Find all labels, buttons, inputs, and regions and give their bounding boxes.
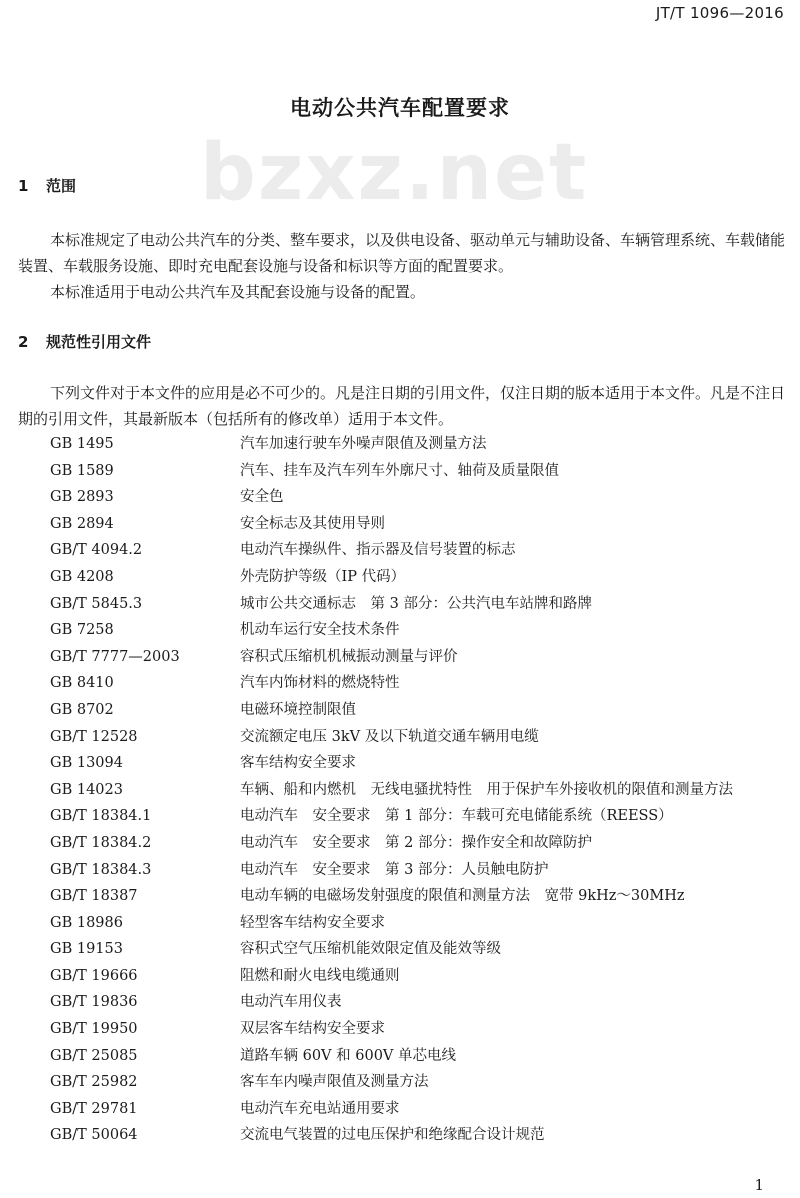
reference-code: GB 2893 (50, 489, 114, 506)
reference-item (0, 1016, 800, 1043)
watermark: bzxz.net (200, 128, 589, 218)
reference-code: GB/T 19950 (50, 1021, 138, 1038)
reference-code: GB 7258 (50, 622, 114, 639)
reference-title: 安全标志及其使用导则 (240, 515, 385, 532)
normative-references-list (0, 431, 800, 1149)
reference-code: GB 1495 (50, 436, 114, 452)
reference-code: GB/T 19836 (50, 994, 138, 1011)
reference-code: GB 4208 (50, 568, 114, 585)
reference-code: GB 8410 (50, 675, 114, 692)
reference-code: GB/T 18387 (50, 888, 138, 905)
reference-code: GB/T 7777—2003 (50, 648, 180, 665)
reference-item (0, 803, 800, 830)
reference-title: 阻燃和耐火电线电缆通则 (240, 967, 400, 984)
reference-title: 城市公共交通标志 第 3 部分：公共汽电车站牌和路牌 (240, 595, 592, 612)
reference-title: 轻型客车结构安全要求 (240, 914, 385, 931)
reference-code: GB 14023 (50, 781, 123, 798)
reference-title: 车辆、船和内燃机 无线电骚扰特性 用于保护车外接收机的限值和测量方法 (240, 781, 733, 798)
reference-title: 容积式压缩机机械振动测量与评价 (240, 648, 458, 665)
reference-code: GB/T 29781 (50, 1100, 138, 1117)
reference-item (0, 511, 800, 538)
reference-item (0, 644, 800, 671)
reference-title: 电动汽车 安全要求 第 2 部分：操作安全和故障防护 (240, 834, 592, 851)
reference-title: 电动汽车 安全要求 第 3 部分：人员触电防护 (240, 861, 549, 878)
reference-item (0, 431, 800, 458)
paragraph: 本标准规定了电动公共汽车的分类、整车要求，以及供电设备、驱动单元与辅助设备、车辆管理系统、车载储能装置、车载服务设施、即时充电配套设施与设备和标识等方面的配置要求。 (18, 231, 786, 275)
paragraph: 下列文件对于本文件的应用是必不可少的。凡是注日期的引用文件，仅注日期的版本适用于本文件。凡是不注日期的引用文件，其最新版本（包括所有的修改单）适用于本文件。 (18, 384, 786, 428)
reference-item (0, 857, 800, 884)
reference-code: GB 18986 (50, 914, 123, 931)
reference-item (0, 1122, 800, 1149)
reference-title: 电动汽车用仪表 (240, 994, 342, 1011)
reference-item (0, 484, 800, 511)
reference-code: GB/T 25085 (50, 1047, 138, 1064)
reference-code: GB 13094 (50, 755, 123, 772)
section-2-body (18, 380, 790, 432)
reference-item (0, 910, 800, 937)
reference-item (0, 989, 800, 1016)
reference-item (0, 617, 800, 644)
reference-title: 客车车内噪声限值及测量方法 (240, 1074, 429, 1091)
reference-title: 交流电气装置的过电压保护和绝缘配合设计规范 (240, 1127, 545, 1144)
reference-code: GB/T 19666 (50, 967, 138, 984)
reference-title: 客车结构安全要求 (240, 755, 356, 772)
reference-title: 道路车辆 60V 和 600V 单芯电线 (240, 1047, 457, 1064)
reference-title: 容积式空气压缩机能效限定值及能效等级 (240, 941, 501, 958)
page-title: 电动公共汽车配置要求 (290, 96, 510, 120)
reference-title: 机动车运行安全技术条件 (240, 622, 400, 639)
standard-code-header: JT/T 1096—2016 (655, 4, 784, 22)
reference-item (0, 458, 800, 485)
reference-item (0, 750, 800, 777)
reference-item (0, 670, 800, 697)
reference-title: 双层客车结构安全要求 (240, 1021, 385, 1038)
reference-item (0, 936, 800, 963)
reference-title: 汽车加速行驶车外噪声限值及测量方法 (240, 436, 487, 452)
reference-item (0, 777, 800, 804)
page-number: 1 (754, 1176, 764, 1194)
reference-code: GB/T 18384.2 (50, 834, 152, 851)
reference-item (0, 1096, 800, 1123)
reference-code: GB/T 4094.2 (50, 542, 143, 559)
reference-title: 电磁环境控制限值 (240, 701, 356, 718)
reference-title: 汽车内饰材料的燃烧特性 (240, 675, 400, 692)
reference-item (0, 697, 800, 724)
reference-code: GB 19153 (50, 941, 123, 958)
reference-title: 交流额定电压 3kV 及以下轨道交通车辆用电缆 (240, 728, 539, 745)
paragraph: 本标准适用于电动公共汽车及其配套设施与设备的配置。 (50, 283, 426, 301)
reference-title: 汽车、挂车及汽车列车外廓尺寸、轴荷及质量限值 (240, 462, 559, 479)
reference-code: GB 1589 (50, 462, 114, 479)
reference-code: GB 8702 (50, 701, 114, 718)
reference-title: 电动车辆的电磁场发射强度的限值和测量方法 宽带 9kHz～30MHz (240, 888, 685, 905)
reference-item (0, 564, 800, 591)
reference-item (0, 883, 800, 910)
reference-item (0, 724, 800, 751)
section-1-heading (18, 175, 76, 196)
reference-code: GB/T 18384.1 (50, 808, 152, 825)
section-1-body (18, 227, 790, 305)
reference-code: GB/T 25982 (50, 1074, 138, 1091)
reference-title: 外壳防护等级（IP 代码） (240, 568, 406, 585)
reference-code: GB/T 12528 (50, 728, 138, 745)
section-number: 1 (18, 177, 29, 195)
reference-item (0, 830, 800, 857)
section-title: 范围 (46, 177, 77, 195)
section-number: 2 (18, 333, 29, 351)
reference-item (0, 963, 800, 990)
reference-title: 安全色 (240, 489, 284, 506)
reference-item (0, 537, 800, 564)
reference-code: GB/T 18384.3 (50, 861, 152, 878)
reference-item (0, 1069, 800, 1096)
reference-item (0, 1043, 800, 1070)
reference-code: GB/T 50064 (50, 1127, 138, 1144)
section-2-heading (18, 331, 151, 352)
reference-code: GB/T 5845.3 (50, 595, 143, 612)
reference-title: 电动汽车 安全要求 第 1 部分：车载可充电储能系统（REESS） (240, 808, 673, 825)
reference-code: GB 2894 (50, 515, 114, 532)
reference-title: 电动汽车操纵件、指示器及信号装置的标志 (240, 542, 516, 559)
reference-title: 电动汽车充电站通用要求 (240, 1100, 400, 1117)
reference-item (0, 591, 800, 618)
section-title: 规范性引用文件 (46, 333, 152, 351)
